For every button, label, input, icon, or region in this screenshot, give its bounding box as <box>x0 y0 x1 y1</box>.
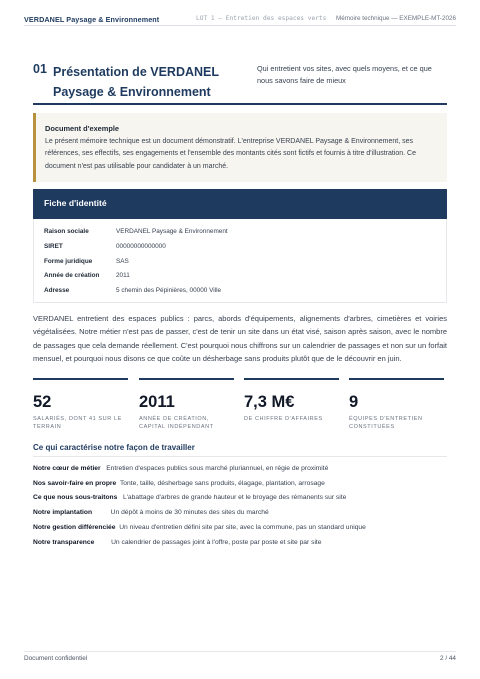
stat-bar <box>33 378 128 380</box>
identity-value: VERDANEL Paysage & Environnement <box>116 228 228 235</box>
feature-label: Ce que nous sous-traitons <box>33 494 118 501</box>
feature-text: Un calendrier de passages joint à l'offre, poste par poste et site par site <box>111 539 322 546</box>
stat-value: 7,3 M€ <box>244 393 295 411</box>
section-divider <box>33 103 447 105</box>
section-number: 01 <box>33 62 47 76</box>
feature-label: Nos savoir-faire en propre <box>33 480 117 487</box>
feature-label: Notre implantation <box>33 509 93 516</box>
identity-value: 00000000000000 <box>116 243 166 250</box>
stat-label: ANNÉE DE CRÉATION, CAPITAL INDÉPENDANT <box>139 416 214 431</box>
feature-text: Tonte, taille, désherbage sans produits, élagage, plantation, arrosage <box>119 480 325 487</box>
feature-row <box>33 524 366 531</box>
stat-bar <box>139 378 234 380</box>
intro-paragraph: VERDANEL entretient des espaces publics : parcs, abords d'équipements, alignements d'arbres, cimetières et voiries végétalisées. Notre métier n'est pas de passer, c'est de tenir un site dans un état visé, saison après saison, avec le nombre de passages que cela demande réellement. C'est pourquoi nous chiffrons sur un calendrier de passages et non sur un forfait mensuel, et pourquoi nous disons ce que coûte un désherbage sans produits plutôt que de le découvrir en juin. <box>33 314 447 364</box>
identity-label: Raison sociale <box>44 228 89 235</box>
identity-value: SAS <box>116 258 129 265</box>
feature-row <box>33 494 346 501</box>
section-title: Présentation de VERDANEL Paysage & Environnement <box>53 65 219 99</box>
stat-value: 9 <box>349 393 359 411</box>
identity-value: 5 chemin des Pépinières, 00000 Ville <box>116 287 222 294</box>
feature-row <box>33 480 325 487</box>
feature-text: Entretien d'espaces publics sous marché pluriannuel, en régie de proximité <box>106 465 329 472</box>
section-lead: Qui entretient vos sites, avec quels moyens, et ce que nous savons faire de mieux <box>257 64 432 85</box>
feature-label: Notre gestion différenciée <box>33 524 116 531</box>
stat-label: DE CHIFFRE D'AFFAIRES <box>244 416 323 422</box>
identity-value: 2011 <box>116 272 130 279</box>
features-divider <box>33 456 447 457</box>
feature-row <box>33 509 269 516</box>
feature-text: Un dépôt à moins de 30 minutes des sites du marché <box>110 509 269 516</box>
page-number: 2 / 44 <box>440 655 456 662</box>
stat-bar <box>349 378 444 380</box>
identity-card-title: Fiche d'identité <box>44 198 107 208</box>
header-company: VERDANEL Paysage & Environnement <box>24 15 160 24</box>
feature-label: Notre transparence <box>33 539 95 546</box>
stat-label: SALARIÉS, DONT 41 SUR LE TERRAIN <box>33 416 122 431</box>
stat-value: 2011 <box>139 393 175 411</box>
footer-divider <box>24 651 456 652</box>
feature-label: Notre cœur de métier <box>33 465 101 472</box>
features-title: Ce qui caractérise notre façon de travailler <box>33 443 195 452</box>
identity-label: Forme juridique <box>44 258 93 265</box>
feature-row <box>33 465 328 472</box>
feature-text: L'abattage d'arbres de grande hauteur et le broyage des rémanents sur site <box>122 494 347 501</box>
identity-label: Année de création <box>44 272 100 279</box>
header-divider <box>24 25 456 26</box>
identity-label: SIRET <box>44 243 63 250</box>
stat-value: 52 <box>33 393 52 411</box>
header-lot: LOT 1 — Entretien des espaces verts <box>196 15 327 22</box>
stat-label: ÉQUIPES D'ENTRETIEN CONSTITUÉES <box>349 416 423 431</box>
identity-label: Adresse <box>44 287 70 294</box>
example-notice-title: Document d'exemple <box>45 124 120 133</box>
footer-confidential: Document confidentiel <box>24 655 88 662</box>
feature-text: Un niveau d'entretien défini site par site, avec la commune, pas un standard unique <box>119 524 366 531</box>
header-doc-ref: Mémoire technique — EXEMPLE-MT-2026 <box>335 15 456 22</box>
example-notice-text: Le présent mémoire technique est un document démonstratif. L'entreprise VERDANEL Paysage & Environnement, ses références, ses effectifs, ses engagements et l'ensemble des montants cités sont fictifs et fournis à titre d'illustration. Ce document n'est pas utilisable pour candidater à un marché. <box>45 138 416 170</box>
feature-row <box>33 539 322 546</box>
stat-bar <box>244 378 339 380</box>
